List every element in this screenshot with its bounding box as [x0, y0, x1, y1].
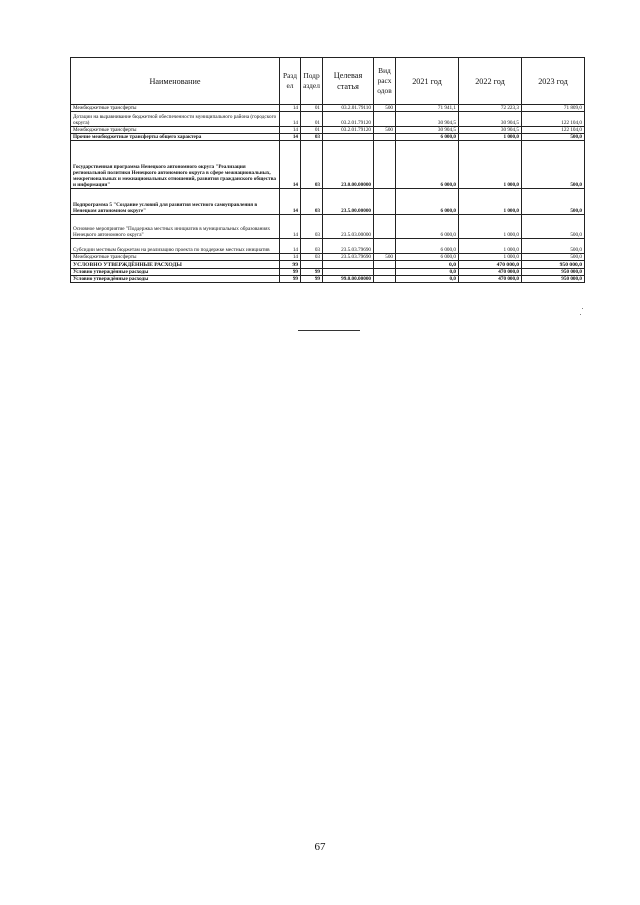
cell-section: 14: [280, 215, 301, 239]
cell-2023: 71 809,0: [522, 105, 585, 112]
cell-expense-type: 500: [374, 105, 396, 112]
cell-2021: 6 000,0: [396, 134, 459, 141]
cell-2022: 470 000,0: [459, 269, 522, 276]
table-row: [71, 134, 585, 141]
col-header-target: Целевая статья: [323, 58, 374, 105]
cell-2023: 500,0: [522, 239, 585, 254]
cell-section: 14: [280, 112, 301, 127]
cell-2022: 1 000,0: [459, 254, 522, 261]
cell-2023: 500,0: [522, 254, 585, 261]
cell-name: Прочие межбюджетные трансферты общего характера: [71, 134, 280, 141]
cell-expense-type: [374, 215, 396, 239]
cell-section: 14: [280, 127, 301, 134]
table-row: [71, 141, 585, 189]
col-header-expense-type: Вид расх одов: [374, 58, 396, 105]
cell-2023: 500,0: [522, 215, 585, 239]
cell-2021: 6 000,0: [396, 254, 459, 261]
cell-2021: 6 000,0: [396, 141, 459, 189]
cell-2021: 0,0: [396, 269, 459, 276]
table-header-row: [71, 58, 585, 105]
cell-2023: 122 104,0: [522, 112, 585, 127]
cell-2021: 6 000,0: [396, 189, 459, 215]
cell-2021: 71 941,1: [396, 105, 459, 112]
cell-2022: 30 904,5: [459, 127, 522, 134]
cell-subsection: 03: [301, 239, 323, 254]
cell-expense-type: 500: [374, 127, 396, 134]
cell-name: Дотации на выравнивание бюджетной обеспеченности муниципального района (городского округа): [71, 112, 280, 127]
cell-name: Межбюджетные трансферты: [71, 105, 280, 112]
cell-section: 99: [280, 276, 301, 283]
cell-subsection: 03: [301, 254, 323, 261]
cell-subsection: [301, 261, 323, 269]
cell-section: 99: [280, 269, 301, 276]
cell-subsection: 03: [301, 189, 323, 215]
cell-name: Условно утверждённые расходы: [71, 276, 280, 283]
col-header-name: Наименование: [71, 58, 280, 105]
cell-expense-type: [374, 189, 396, 215]
cell-2022: 30 904,5: [459, 112, 522, 127]
cell-target: 99.0.00.00000: [323, 276, 374, 283]
cell-name: Государственная программа Ненецкого автономного округа "Реализация региональной политики Ненецкого автономного округа в сфере межнациональных, межрегиональных и межнациональных отношений, развития гражданского общества и информации": [71, 141, 280, 189]
cell-target: 23.0.00.00000: [323, 141, 374, 189]
cell-2023: 500,0: [522, 134, 585, 141]
table-row: [71, 105, 585, 112]
cell-2022: 1 000,0: [459, 134, 522, 141]
table-row: [71, 269, 585, 276]
cell-2023: 950 000,0: [522, 261, 585, 269]
cell-subsection: 01: [301, 127, 323, 134]
cell-2021: 0,0: [396, 276, 459, 283]
cell-2022: 1 000,0: [459, 189, 522, 215]
cell-target: 23.5.03.79690: [323, 239, 374, 254]
scan-speck: [580, 314, 581, 315]
table-row: [71, 127, 585, 134]
cell-subsection: 03: [301, 141, 323, 189]
end-of-table-rule: [298, 330, 360, 331]
cell-name: Условно утверждённые расходы: [71, 269, 280, 276]
cell-target: [323, 269, 374, 276]
cell-subsection: 03: [301, 215, 323, 239]
cell-2022: 470 000,0: [459, 276, 522, 283]
cell-2022: 1 000,0: [459, 239, 522, 254]
col-header-2023: 2023 год: [522, 58, 585, 105]
cell-section: 99: [280, 261, 301, 269]
cell-2022: 72 223,3: [459, 105, 522, 112]
cell-target: 23.5.00.00000: [323, 189, 374, 215]
cell-expense-type: [374, 141, 396, 189]
cell-name: Субсидии местным бюджетам на реализацию проекта по поддержке местных инициатив: [71, 239, 280, 254]
cell-2022: 470 000,0: [459, 261, 522, 269]
cell-target: 03.2.01.79110: [323, 105, 374, 112]
cell-2021: 30 904,5: [396, 112, 459, 127]
page-number: 67: [314, 841, 326, 853]
cell-target: 23.5.03.00000: [323, 215, 374, 239]
cell-name: Межбюджетные трансферты: [71, 254, 280, 261]
col-header-2022: 2022 год: [459, 58, 522, 105]
cell-expense-type: [374, 276, 396, 283]
cell-expense-type: [374, 112, 396, 127]
cell-2021: 6 000,0: [396, 215, 459, 239]
cell-section: 14: [280, 254, 301, 261]
cell-target: 03.2.01.79120: [323, 127, 374, 134]
cell-target: [323, 134, 374, 141]
table-row: [71, 276, 585, 283]
cell-target: 23.5.03.79690: [323, 254, 374, 261]
cell-name: Межбюджетные трансферты: [71, 127, 280, 134]
cell-2023: 500,0: [522, 141, 585, 189]
cell-name: Основное мероприятие "Поддержка местных инициатив в муниципальных образованиях Ненецкого автономного округа": [71, 215, 280, 239]
budget-table: [70, 57, 585, 283]
cell-subsection: 03: [301, 134, 323, 141]
cell-2023: 950 000,0: [522, 276, 585, 283]
table-row: [71, 215, 585, 239]
cell-section: 14: [280, 134, 301, 141]
cell-2021: 30 904,5: [396, 127, 459, 134]
cell-expense-type: [374, 134, 396, 141]
cell-2023: 500,0: [522, 189, 585, 215]
col-header-section: Разд ел: [280, 58, 301, 105]
cell-target: 03.2.01.79120: [323, 112, 374, 127]
cell-2023: 122 104,0: [522, 127, 585, 134]
cell-2022: 1 000,0: [459, 215, 522, 239]
cell-2021: 0,0: [396, 261, 459, 269]
table-row: [71, 261, 585, 269]
scan-speck: [582, 308, 583, 309]
cell-section: 14: [280, 239, 301, 254]
table-row: [71, 254, 585, 261]
cell-2021: 6 000,0: [396, 239, 459, 254]
cell-name: УСЛОВНО УТВЕРЖДЁННЫЕ РАСХОДЫ: [71, 261, 280, 269]
cell-section: 14: [280, 141, 301, 189]
cell-section: 14: [280, 189, 301, 215]
cell-expense-type: [374, 239, 396, 254]
cell-2022: 1 000,0: [459, 141, 522, 189]
table-row: [71, 239, 585, 254]
cell-expense-type: 500: [374, 254, 396, 261]
table-row: [71, 189, 585, 215]
cell-subsection: 99: [301, 269, 323, 276]
cell-subsection: 01: [301, 112, 323, 127]
cell-subsection: 01: [301, 105, 323, 112]
cell-section: 14: [280, 105, 301, 112]
cell-target: [323, 261, 374, 269]
col-header-subsection: Подр аздел: [301, 58, 323, 105]
cell-expense-type: [374, 261, 396, 269]
cell-2023: 950 000,0: [522, 269, 585, 276]
cell-name: Подпрограмма 5 "Создание условий для развития местного самоуправления в Ненецком автономном округе": [71, 189, 280, 215]
col-header-2021: 2021 год: [396, 58, 459, 105]
table-row: [71, 112, 585, 127]
cell-subsection: 99: [301, 276, 323, 283]
cell-expense-type: [374, 269, 396, 276]
